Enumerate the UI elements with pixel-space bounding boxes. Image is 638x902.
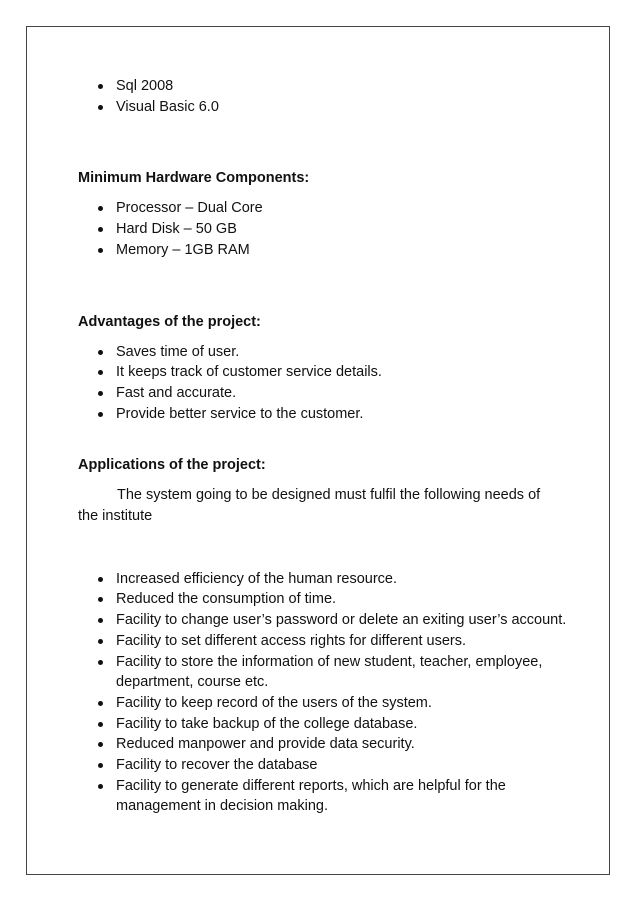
list-item: Facility to take backup of the college database. xyxy=(78,714,578,735)
hardware-list xyxy=(78,198,578,260)
list-item: Provide better service to the customer. xyxy=(78,404,578,425)
document-content xyxy=(78,76,578,817)
advantages-heading: Advantages of the project: xyxy=(78,313,261,330)
list-item: Reduced manpower and provide data security. xyxy=(78,734,578,755)
hardware-heading: Minimum Hardware Components: xyxy=(78,170,310,187)
list-item: It keeps track of customer service details. xyxy=(78,362,578,383)
list-item: Reduced the consumption of time. xyxy=(78,589,578,610)
list-item: Saves time of user. xyxy=(78,342,578,363)
list-item: Increased efficiency of the human resource. xyxy=(78,569,578,590)
applications-intro: The system going to be designed must fulfil the following needs of the institute xyxy=(78,487,541,525)
list-item: Processor – Dual Core xyxy=(78,198,578,219)
advantages-list xyxy=(78,342,578,425)
list-item: Hard Disk – 50 GB xyxy=(78,219,578,240)
list-item: Facility to change user’s password or delete an exiting user’s account. xyxy=(78,610,578,631)
applications-list xyxy=(78,569,578,817)
list-item: Facility to recover the database xyxy=(78,755,578,776)
list-item: Facility to keep record of the users of the system. xyxy=(78,693,578,714)
software-list xyxy=(78,76,578,117)
list-item: Memory – 1GB RAM xyxy=(78,240,578,261)
list-item: Sql 2008 xyxy=(78,76,578,97)
applications-heading: Applications of the project: xyxy=(78,457,266,474)
list-item: Facility to store the information of new student, teacher, employee, department, course etc. xyxy=(78,652,578,693)
list-item: Facility to set different access rights for different users. xyxy=(78,631,578,652)
list-item: Fast and accurate. xyxy=(78,383,578,404)
list-item: Facility to generate different reports, which are helpful for the management in decision making. xyxy=(78,776,578,817)
list-item: Visual Basic 6.0 xyxy=(78,97,578,118)
